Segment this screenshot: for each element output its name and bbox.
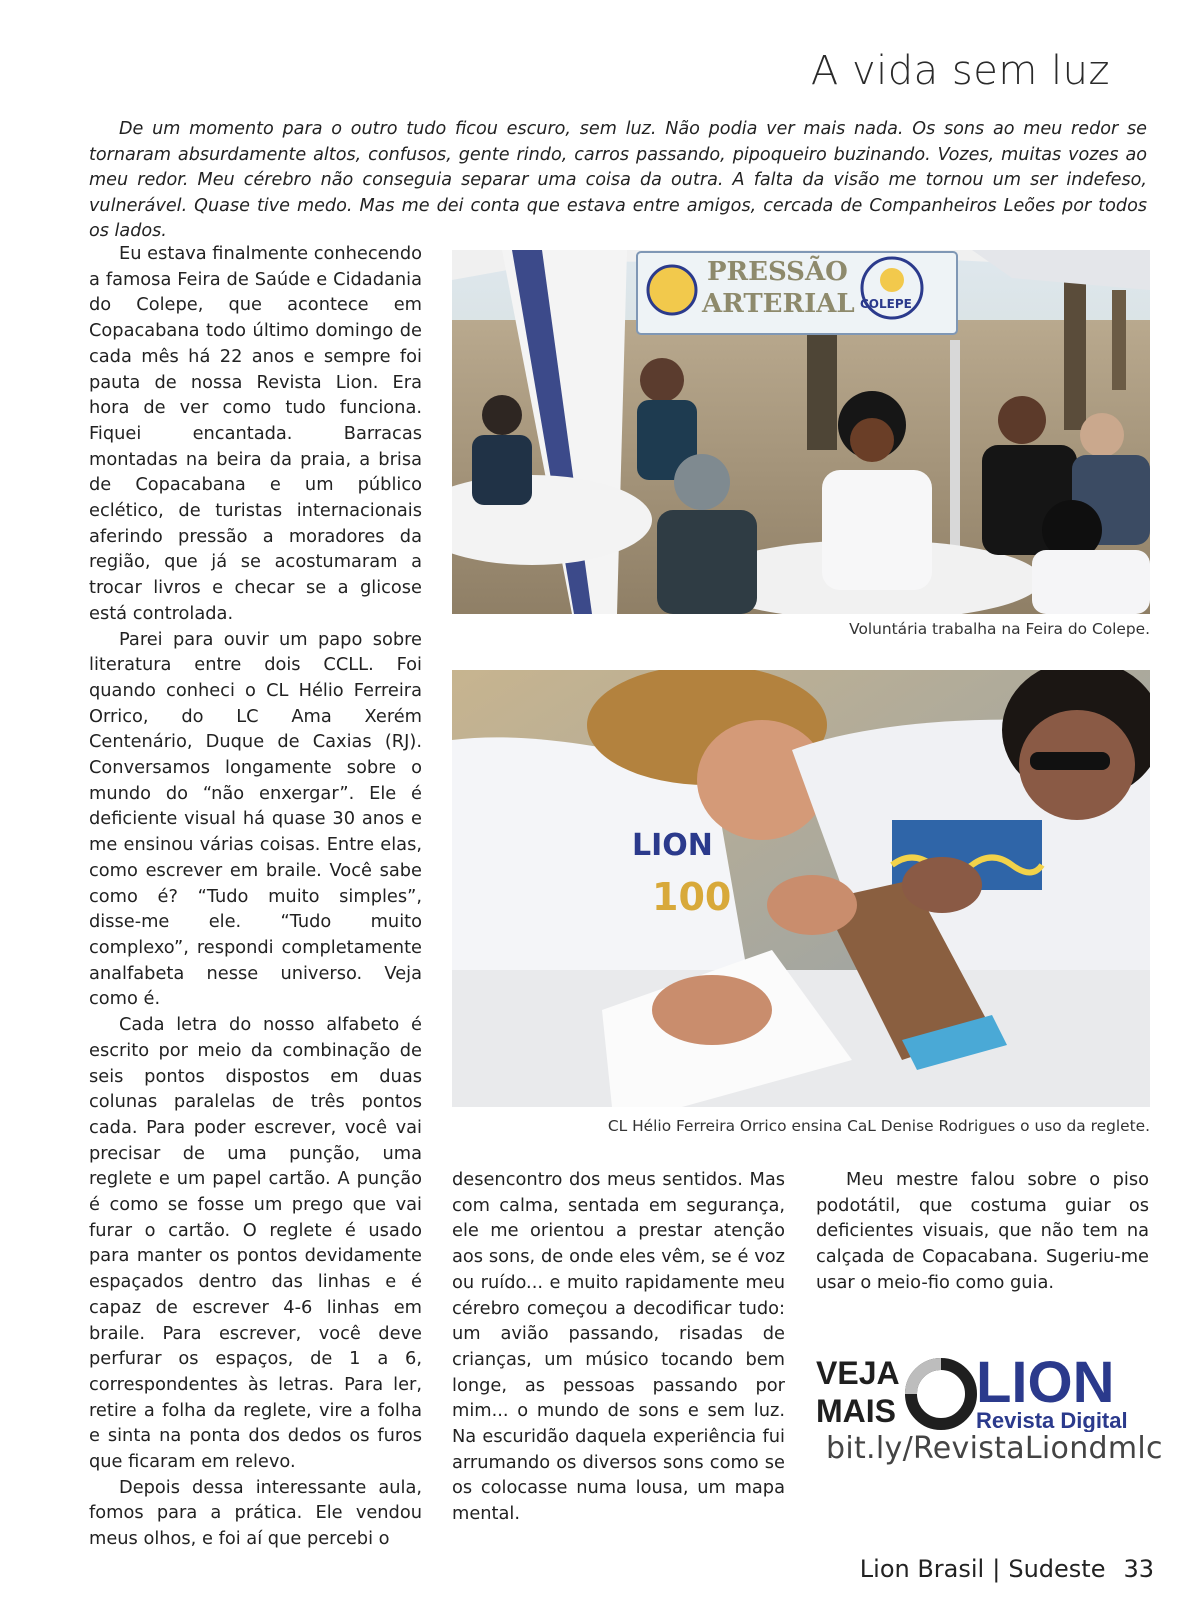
promo-brand: LION	[976, 1352, 1115, 1415]
article-intro	[89, 117, 1147, 245]
paragraph: Depois dessa interessante aula, fomos para a prática. Ele vendou meus olhos, e foi aí que percebi o	[89, 1476, 422, 1550]
article-column-2	[452, 1167, 785, 1527]
article-column-3	[816, 1167, 1149, 1296]
sign-org-text: COLEPE	[860, 297, 912, 311]
intro-paragraph: De um momento para o outro tudo ficou escuro, sem luz. Não podia ver mais nada. Os sons ao meu redor se tornaram absurdamente altos, confusos, gente rindo, carros passando, pipoqueiro buzinando. Vozes, muitas vozes ao meu redor. Meu cérebro não conseguia separar uma coisa da outra. A falta da visão me tornou um ser indefeso, vulnerável. Quase tive medo. Mas me dei conta que estava entre amigos, cercada de Companheiros Leões por todos os lados.	[89, 119, 1147, 241]
promo-link[interactable]: bit.ly/RevistaLiondmlc	[826, 1431, 1163, 1466]
page-footer	[860, 1555, 1154, 1583]
lion-revista-digital-logo	[816, 1352, 1156, 1432]
photo-2-caption: CL Hélio Ferreira Orrico ensina CaL Denise Rodrigues o uso da reglete.	[607, 1117, 1150, 1135]
promo-line1: VEJA	[816, 1355, 900, 1391]
paragraph: desencontro dos meus sentidos. Mas com calma, sentada em segurança, ele me orientou a prestar atenção aos sons, de onde eles vêm, se é voz ou ruído... e muito rapidamente meu cérebro começou a decodificar tudo: um avião passando, risadas de crianças, um músico tocando bem longe, as pessoas passando por mim... o mundo de sons e sem luz. Na escuridão daquela experiência fui arrumando os diversos sons como se os colocasse numa lousa, um mapa mental.	[452, 1169, 785, 1525]
page-number: 33	[1123, 1555, 1154, 1583]
article-column-1	[89, 241, 422, 1552]
footer-region: Sudeste	[1008, 1555, 1106, 1583]
photo-2-illustration	[452, 670, 1150, 1107]
photo-1-caption: Voluntária trabalha na Feira do Colepe.	[849, 620, 1150, 638]
paragraph: Cada letra do nosso alfabeto é escrito por meio da combinação de seis pontos dispostos em duas colunas paralelas de três pontos cada. Para poder escrever, você vai precisar de uma punção, uma reglete e um papel cartão. A punção é como se fosse um prego que vai furar o cartão. O reglete é usado para manter os pontos devidamente espaçados dentro das linhas e é capaz de escrever 4-6 linhas em braile. Para escrever, você deve perfurar os espaços, de 1 a 6, correspondentes às letras. Para ler, retire a folha da reglete, vire a folha e sinta na ponta dos dedos os furos que ficaram em relevo.	[89, 1014, 422, 1473]
shirt-number: 100	[652, 875, 732, 919]
photo-1-illustration	[452, 250, 1150, 614]
shirt-text: LION	[632, 828, 713, 863]
sign-text-line2: ARTERIAL	[702, 289, 855, 319]
promo-brand-sub: Revista Digital	[976, 1408, 1128, 1432]
footer-separator: |	[992, 1555, 1001, 1583]
paragraph: Eu estava finalmente conhecendo a famosa Feira de Saúde e Cidadania do Colepe, que acontece em Copacabana todo último domingo de cada mês há 22 anos e sempre foi pauta de nossa Revista Lion. Era hora de ver como tudo funciona. Fiquei encantada. Barracas montadas na beira da praia, a brisa de Copacabana e um público eclético, de turistas internacionais aferindo pressão a moradores da região, que já se acostumaram a trocar livros e checar se a glicose está controlada.	[89, 243, 422, 624]
paragraph: Meu mestre falou sobre o piso podotátil, que costuma guiar os deficientes visuais, que não tem na calçada de Copacabana. Sugeriu-me usar o meio-fio como guia.	[816, 1169, 1149, 1293]
footer-publication: Lion Brasil	[859, 1555, 985, 1583]
photo-blood-pressure-station	[452, 250, 1150, 614]
photo-braille-lesson	[452, 670, 1150, 1107]
promo-line2: MAIS	[816, 1393, 896, 1429]
sign-text-line1: PRESSÃO	[707, 257, 848, 287]
article-title: A vida sem luz	[810, 48, 1110, 94]
paragraph: Parei para ouvir um papo sobre literatura entre dois CCLL. Foi quando conheci o CL Hélio Ferreira Orrico, do LC Ama Xerém Centenário, Duque de Caxias (RJ). Conversamos longamente sobre o mundo do “não enxergar”. Ele é deficiente visual há quase 30 anos e me ensinou várias coisas. Entre elas, como escrever em braile. Você sabe como é? “Tudo muito simples”, disse-me ele. “Tudo muito complexo”, respondi completamente analfabeta nesse universo. Veja como é.	[89, 628, 422, 1010]
